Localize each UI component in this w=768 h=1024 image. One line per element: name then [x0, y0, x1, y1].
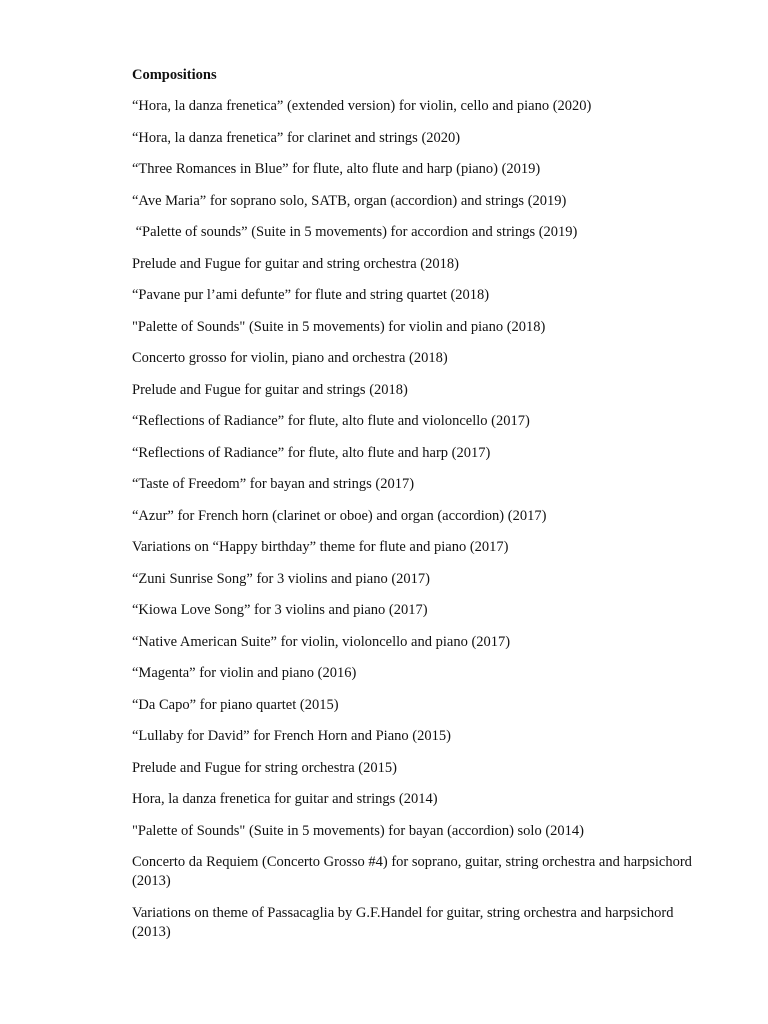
list-item: “Da Capo” for piano quartet (2015): [132, 696, 339, 713]
list-item: Prelude and Fugue for string orchestra (2015): [132, 759, 397, 776]
list-item: Hora, la danza frenetica for guitar and strings (2014): [132, 791, 438, 807]
list-item: "Palette of Sounds" (Suite in 5 movements) for violin and piano (2018): [132, 318, 546, 335]
list-item: “Taste of Freedom” for bayan and strings (2017): [132, 476, 415, 492]
list-item: Prelude and Fugue for guitar and strings (2018): [132, 381, 408, 398]
compositions-list: [132, 97, 692, 942]
list-item: “Zuni Sunrise Song” for 3 violins and piano (2017): [132, 570, 431, 587]
list-item: “Palette of sounds” (Suite in 5 movements) for accordion and strings (2019): [132, 224, 578, 240]
list-item: “Magenta” for violin and piano (2016): [132, 665, 357, 681]
list-item: “Kiowa Love Song” for 3 violins and piano (2017): [132, 602, 428, 618]
list-item: “Lullaby for David” for French Horn and Piano (2015): [132, 728, 451, 744]
list-item: “Azur” for French horn (clarinet or oboe) and organ (accordion) (2017): [132, 507, 547, 524]
list-item: Prelude and Fugue for guitar and string orchestra (2018): [132, 255, 459, 272]
list-item: “Reflections of Radiance” for flute, alto flute and violoncello (2017): [132, 413, 530, 429]
document-page: [132, 66, 692, 954]
list-item: “Native American Suite” for violin, violoncello and piano (2017): [132, 633, 511, 650]
list-item: Concerto da Requiem (Concerto Grosso #4) for soprano, guitar, string orchestra and harpsichord (2013): [132, 854, 692, 889]
list-item: Concerto grosso for violin, piano and orchestra (2018): [132, 350, 448, 366]
list-item: “Hora, la danza frenetica” for clarinet and strings (2020): [132, 129, 461, 146]
list-item: Variations on “Happy birthday” theme for flute and piano (2017): [132, 539, 509, 555]
section-heading: Compositions: [132, 67, 217, 83]
list-item: “Pavane pur l’ami defunte” for flute and string quartet (2018): [132, 287, 490, 303]
list-item: "Palette of Sounds" (Suite in 5 movements) for bayan (accordion) solo (2014): [132, 822, 584, 839]
list-item: “Reflections of Radiance” for flute, alto flute and harp (2017): [132, 444, 491, 461]
list-item: “Ave Maria” for soprano solo, SATB, organ (accordion) and strings (2019): [132, 192, 567, 209]
list-item: Variations on theme of Passacaglia by G.F.Handel for guitar, string orchestra and harpsichord (2013): [132, 904, 674, 940]
list-item: “Three Romances in Blue” for flute, alto flute and harp (piano) (2019): [132, 161, 541, 177]
list-item: “Hora, la danza frenetica” (extended version) for violin, cello and piano (2020): [132, 98, 592, 114]
